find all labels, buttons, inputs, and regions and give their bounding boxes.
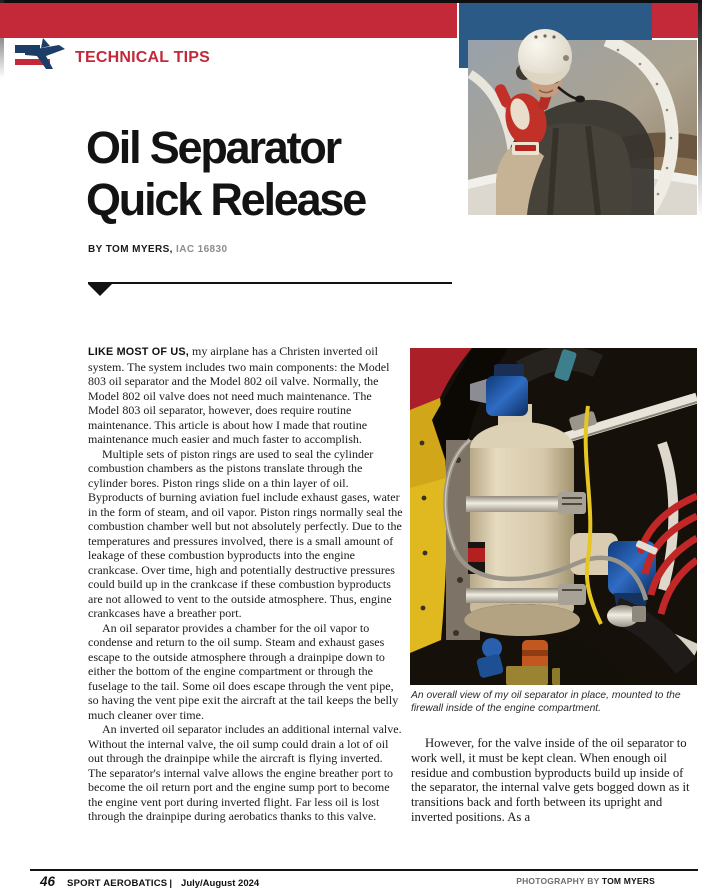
- article-title: [86, 122, 506, 226]
- body-column-right: [411, 736, 697, 825]
- photo-caption: An overall view of my oil separator in place, mounted to the firewall inside of the engine compartment.: [411, 690, 681, 714]
- footer-rule: [30, 869, 698, 871]
- credit-label: PHOTOGRAPHY BY: [516, 876, 602, 886]
- byline: [88, 244, 227, 255]
- footer-credit: [516, 876, 655, 886]
- body-paragraph-4: An inverted oil separator includes an additional internal valve. Without the internal valve, the oil sump could drain a lot of oil out through the drainpipe while the aircraft is flying inverted. The separator's internal valve allows the engine breather port to become the oil return port and the engine sump port to become the engine vent port during inverted flight. Far less oil is lost through the drainpipe during aerobatics thanks to this valve.: [88, 722, 402, 823]
- lead-in-phrase: LIKE MOST OF US,: [88, 346, 189, 358]
- section-header: [15, 40, 210, 74]
- headline-triangle: [88, 284, 112, 296]
- oil-separator-photo: [410, 348, 697, 685]
- body-column-left: [88, 344, 404, 824]
- credit-name: TOM MYERS: [601, 876, 655, 886]
- issue-date: July/August 2024: [181, 878, 260, 889]
- body-paragraph-1: [88, 344, 404, 447]
- body-paragraph-5: However, for the valve inside of the oil separator to work well, it must be kept clean. When enough oil residue and combustion byproducts build up inside of the separator, the internal valve gets bogged down as it transitions back and forth between its upright and inverted positions. As a: [411, 736, 690, 824]
- footer-left: [40, 874, 259, 889]
- footer-separator: |: [169, 878, 173, 889]
- byline-author: BY TOM MYERS,: [88, 244, 173, 255]
- masthead-red-band: [0, 3, 457, 38]
- section-label: TECHNICAL TIPS: [75, 49, 210, 66]
- airplane-logo-icon: [15, 36, 65, 79]
- paragraph-1-text: my airplane has a Christen inverted oil system. The system includes two main components: the Model 803 oil separator and the Model 802 oil valve. Normally, the Model 802 oil valve does not need much maintenance. The Model 803 oil separator, however, does require routine maintenance. This article is about how I made that routine maintenance much easier and much faster to accomplish.: [88, 344, 390, 446]
- title-line-2: Quick Release: [86, 174, 366, 225]
- title-line-1: Oil Separator: [86, 122, 340, 173]
- body-paragraph-3: An oil separator provides a chamber for the oil vapor to condense and return to the oil sump. Steam and exhaust gases escape to the outside atmosphere through a drainpipe down to either the bottom of the engine compartment or through the fuselage to the tail. Some oil does escape through the vent pipe, so having the vent pipe exit the aircraft at the tail keeps the belly much cleaner over time.: [88, 620, 399, 722]
- page-number: 46: [40, 874, 56, 889]
- scan-edge-right: [698, 0, 702, 218]
- body-paragraph-2: Multiple sets of piston rings are used to seal the cylinder combustion chambers as the pistons translate through the cylinder bores. Piston rings slide on a thin layer of oil. Byproducts of burning aviation fuel include exhaust gases, water in the form of steam, and oil vapor. Piston rings normally seal the combustion chamber well but not absolutely perfectly. Due to the temperatures and pressures involved, there is a small amount of leakage of these combustion byproducts into the engine crankcase. Over time, high and potentially destructive pressures could build up in the crankcase if these combustion byproducts are not allowed to vent to the outside atmosphere. Thus, engine crankcases have a breather port.: [88, 446, 403, 620]
- byline-member-id: IAC 16830: [176, 244, 228, 255]
- magazine-title: SPORT AEROBATICS: [67, 878, 168, 889]
- headline-rule: [88, 282, 452, 284]
- pilot-helmet: [518, 29, 572, 85]
